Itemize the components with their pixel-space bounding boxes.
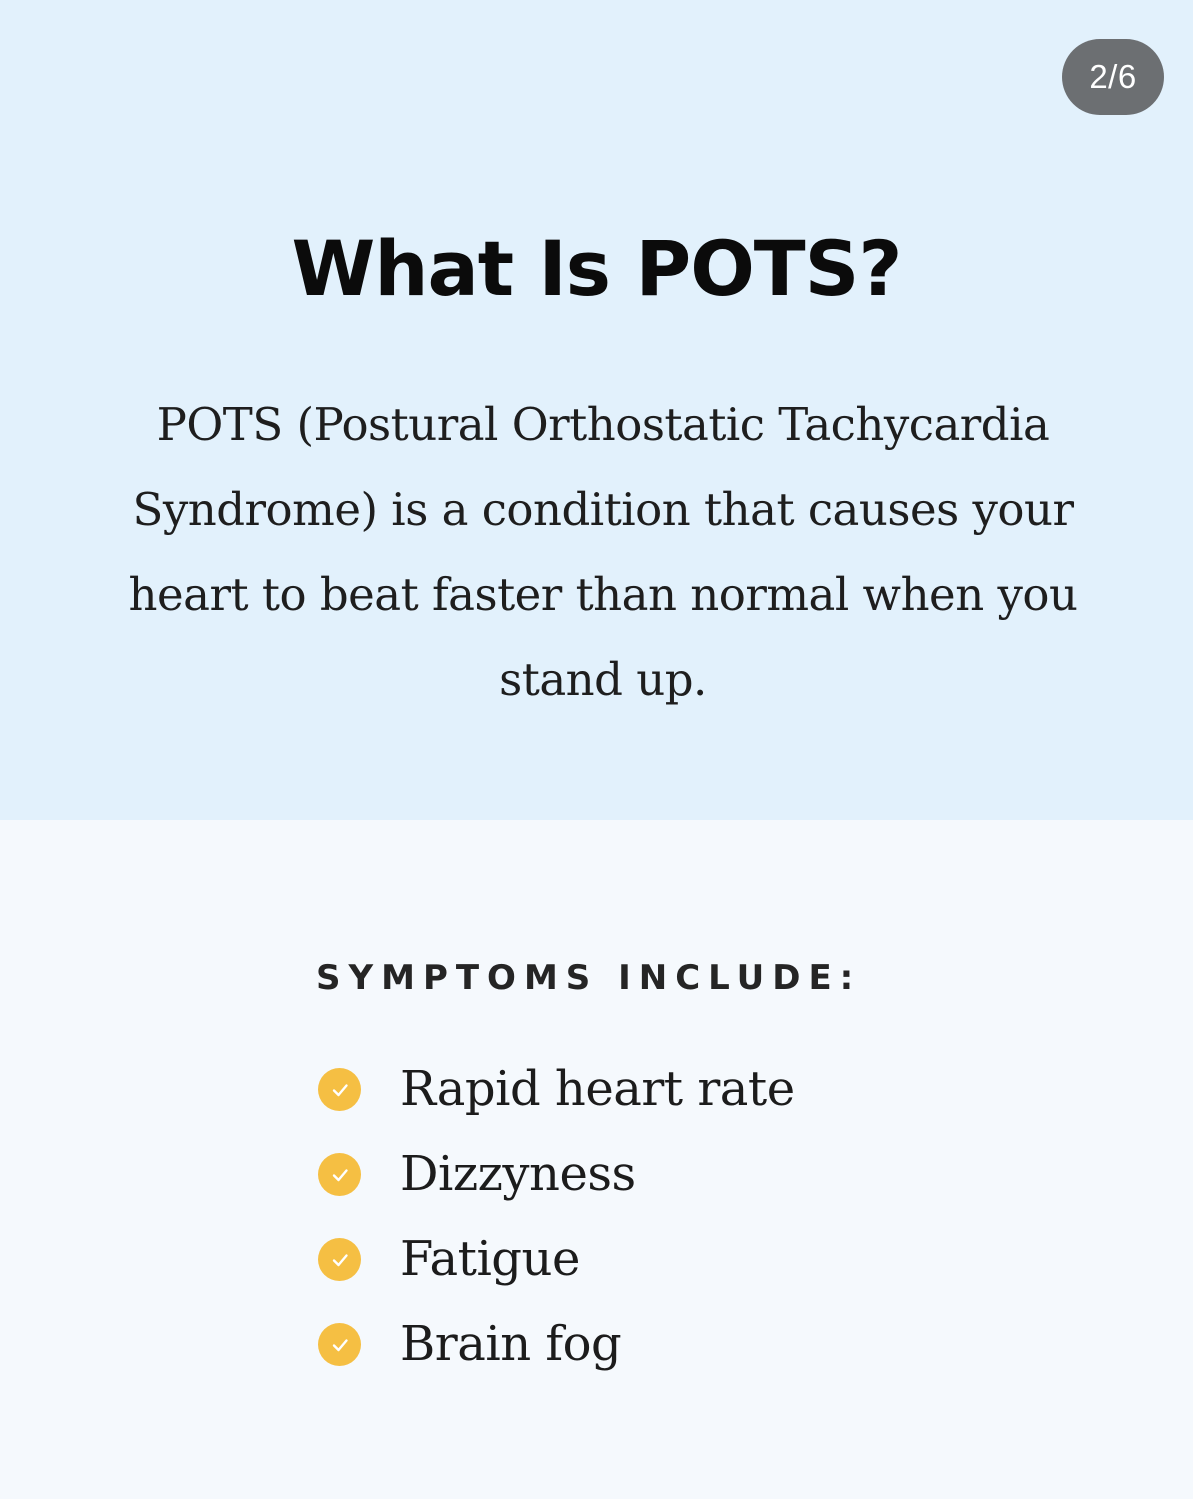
list-item bbox=[318, 1302, 1018, 1387]
list-item bbox=[318, 1047, 1018, 1132]
page-title: What Is POTS? bbox=[291, 224, 902, 313]
page-indicator: 2/6 bbox=[1062, 39, 1164, 115]
description-text: POTS (Postural Orthostatic Tachycardia Syndrome) is a condition that causes your heart to beat faster than normal when you stand up. bbox=[128, 398, 1078, 706]
check-icon bbox=[318, 1323, 361, 1366]
symptom-label: Rapid heart rate bbox=[400, 1061, 795, 1117]
list-item bbox=[318, 1132, 1018, 1217]
check-icon bbox=[318, 1153, 361, 1196]
symptom-label: Brain fog bbox=[400, 1316, 622, 1372]
symptoms-heading: SYMPTOMS INCLUDE: bbox=[316, 958, 862, 998]
symptom-label: Fatigue bbox=[400, 1231, 580, 1287]
list-item bbox=[318, 1217, 1018, 1302]
check-icon bbox=[318, 1238, 361, 1281]
symptom-label: Dizzyness bbox=[400, 1146, 636, 1202]
check-icon bbox=[318, 1068, 361, 1111]
symptom-list bbox=[318, 1047, 1018, 1387]
